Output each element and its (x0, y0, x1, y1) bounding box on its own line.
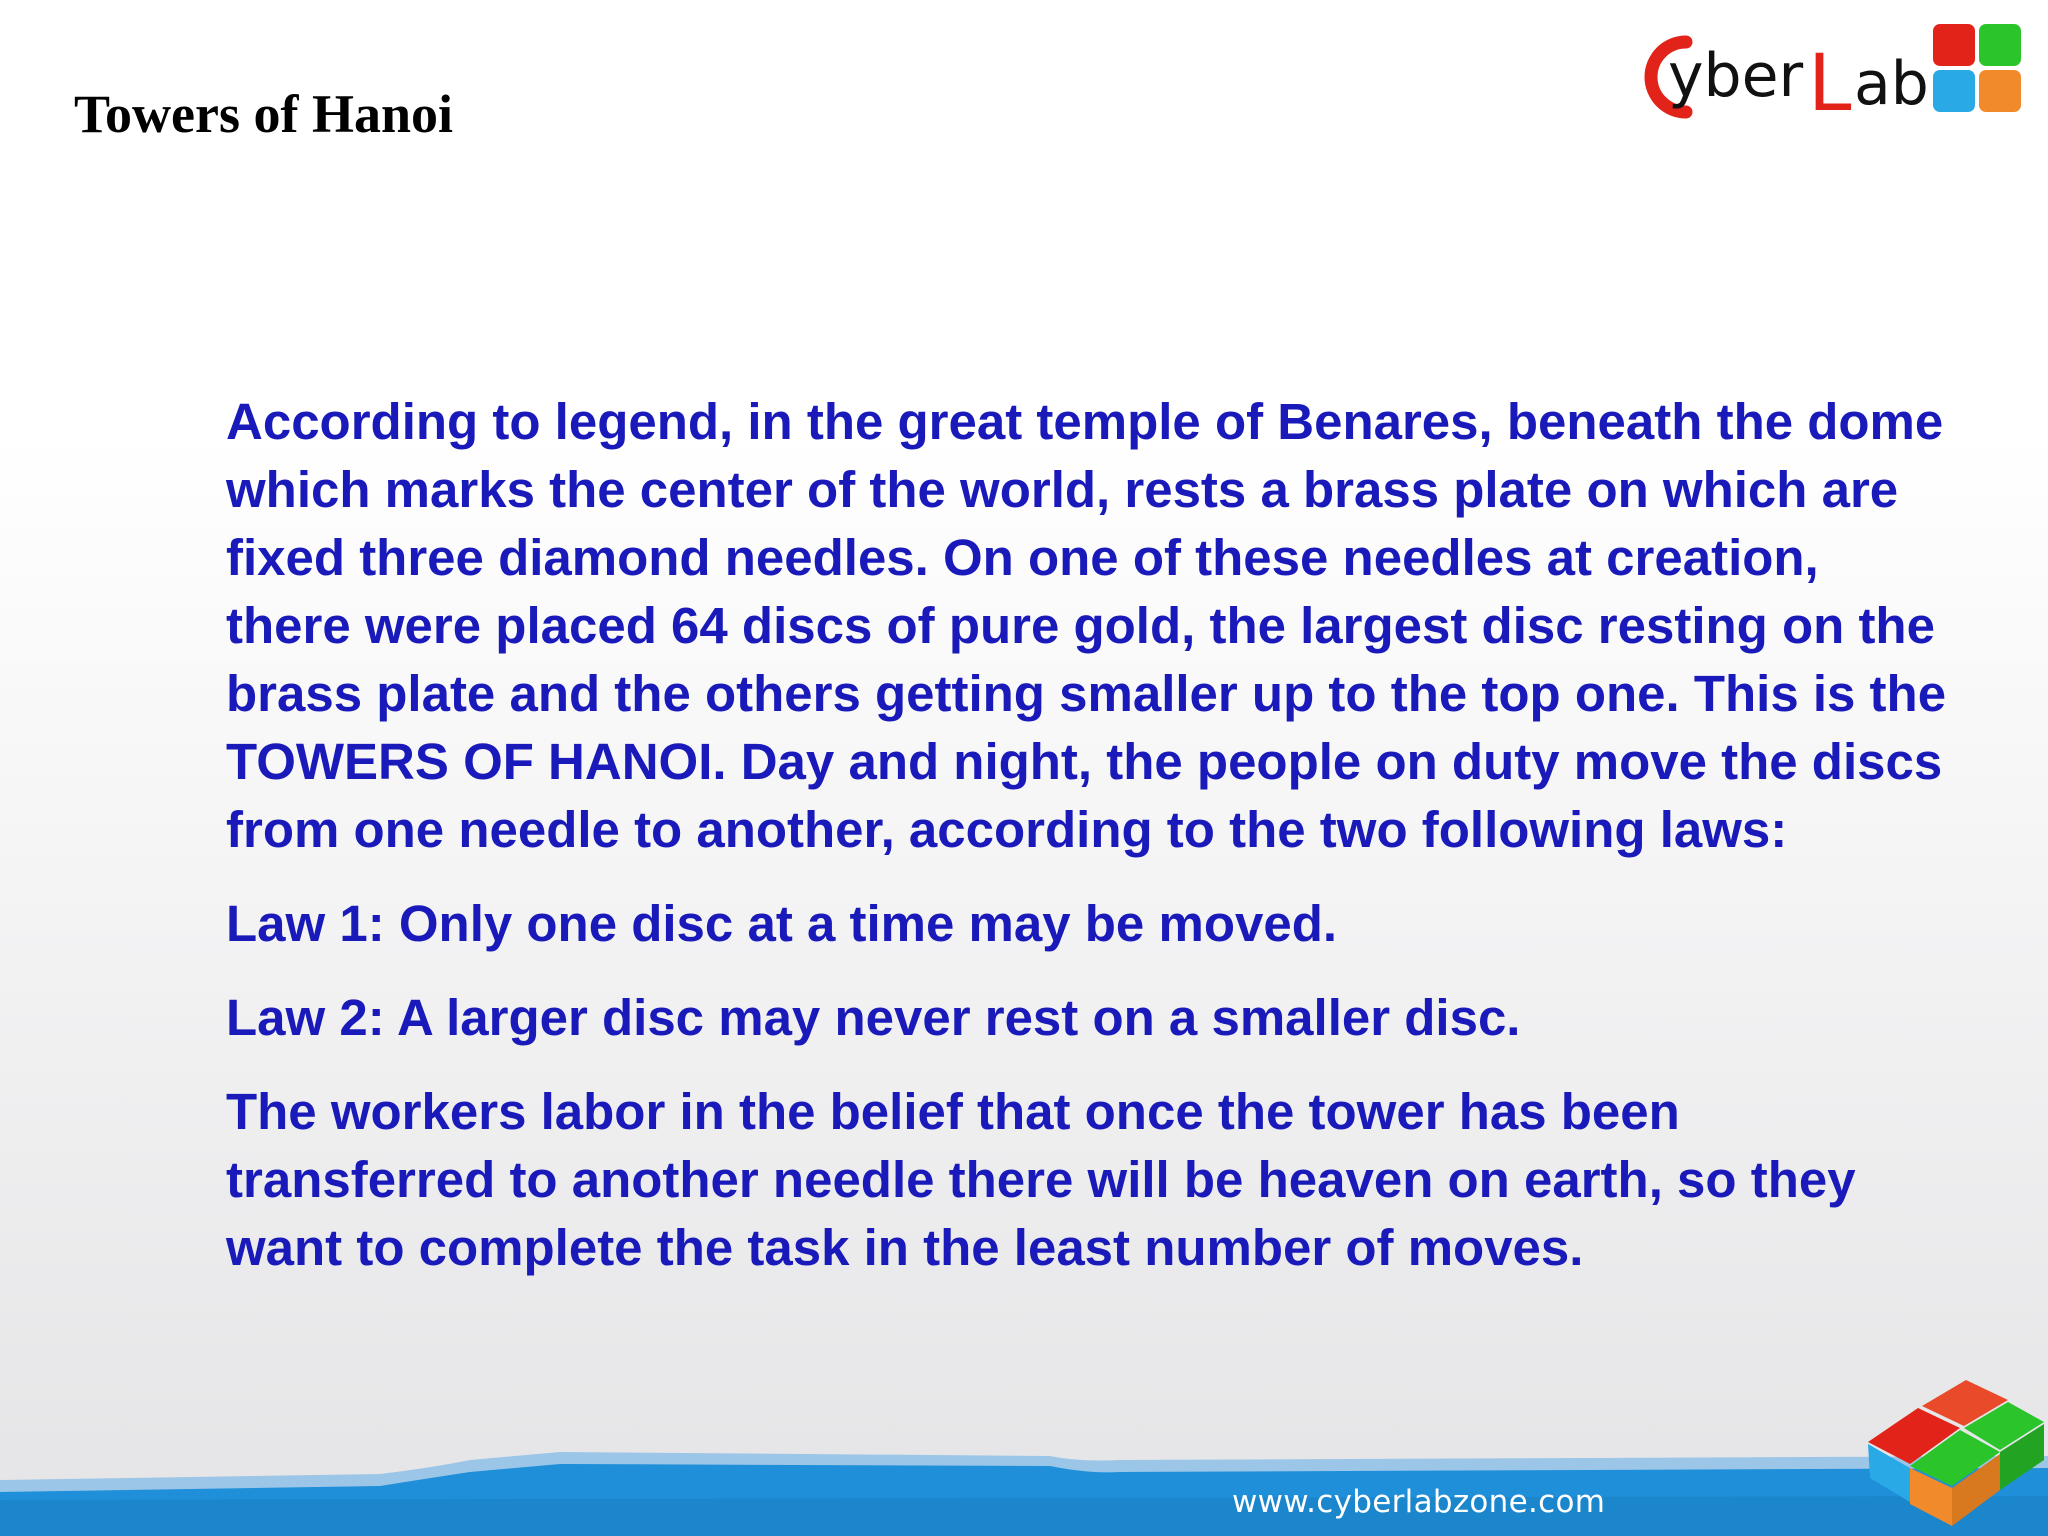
cube-logo-icon (1848, 1372, 2046, 1536)
logo-letter-l: L (1808, 39, 1852, 129)
legend-paragraph: According to legend, in the great temple of Benares, beneath the dome which marks the center of the world, rests a brass plate on which are fixed three diamond needles. On one of these needles at creation, there were placed 64 discs of pure gold, the largest disc resting on the brass plate and the others getting smaller up to the top one. This is the TOWERS OF HANOI. Day and night, the people on duty move the discs from one needle to another, according to the two following laws: (226, 393, 1947, 858)
cyberlab-logo (1630, 20, 2030, 130)
footer-url[interactable]: www.cyberlabzone.com (1232, 1484, 1606, 1520)
footer-band (0, 1416, 2048, 1536)
law-2: Law 2: A larger disc may never rest on a smaller disc. (226, 989, 1521, 1046)
cyberlab-logo-icon (1933, 24, 2021, 112)
logo-word-ab: ab (1854, 49, 1929, 119)
slide-title: Towers of Hanoi (74, 84, 454, 144)
closing-paragraph: The workers labor in the belief that once the tower has been transferred to another needle there will be heaven on earth, so they want to complete the task in the least number of moves. (226, 1083, 1856, 1276)
slide-body (226, 388, 1956, 1282)
logo-word-yber: yber (1668, 41, 1804, 111)
law-1: Law 1: Only one disc at a time may be moved. (226, 895, 1338, 952)
